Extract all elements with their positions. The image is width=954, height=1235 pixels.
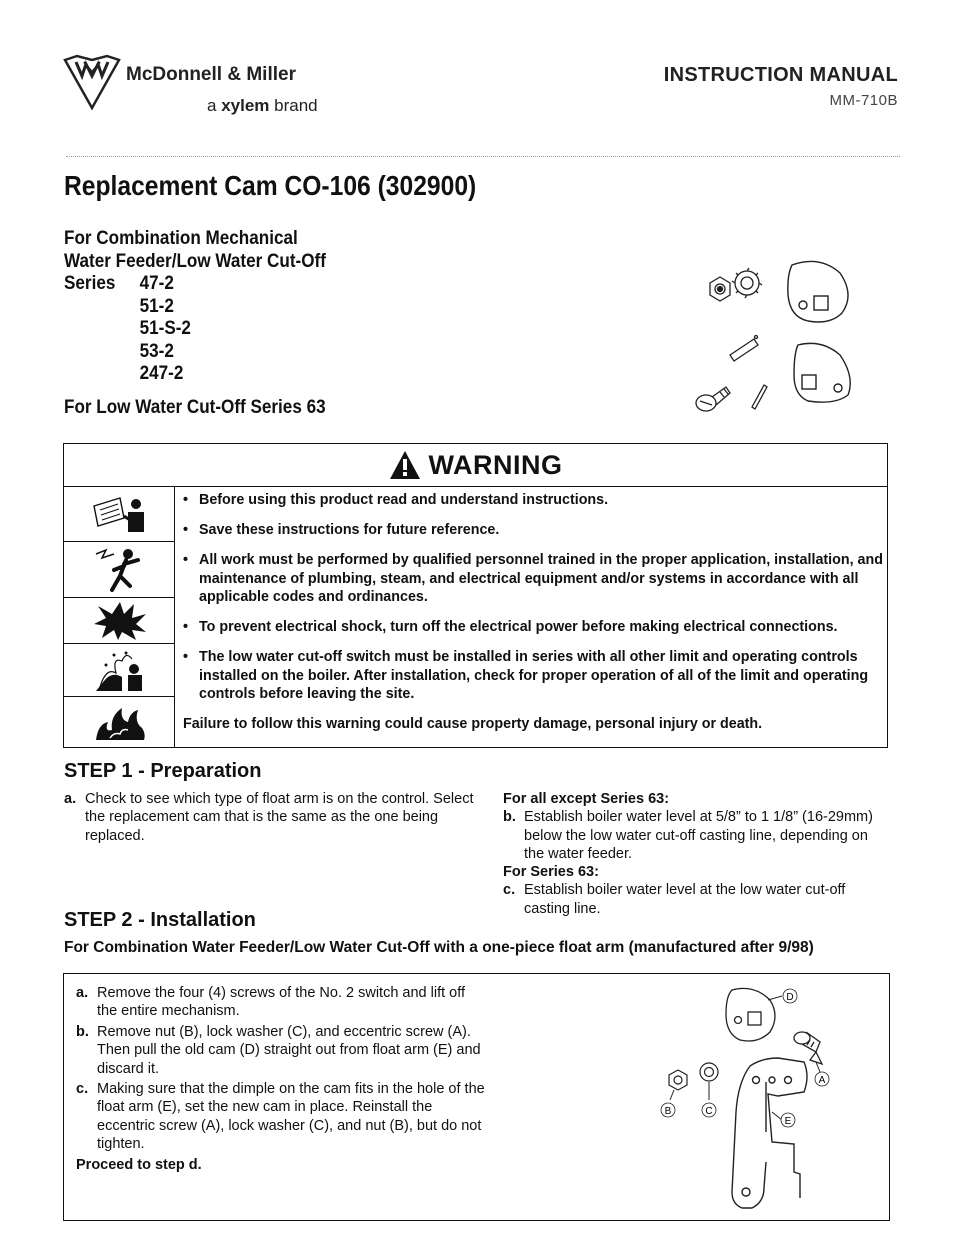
label-c: C <box>705 1106 713 1117</box>
replacement-parts-illustration <box>690 255 860 425</box>
header-divider <box>66 156 900 157</box>
spring-pin-icon <box>752 385 767 409</box>
step2-item-c: c. Making sure that the dimple on the cam fits in the hole of the float arm (E), set the new cam in place. Reinstall the eccentric screw (A), lock washer (C), and nut (B), but do not tighten. <box>76 1081 485 1153</box>
label-a: A <box>818 1075 826 1086</box>
step2-subheading: For Combination Water Feeder/Low Water Cut-Off with a one-piece float arm (manufactured after 9/98) <box>64 939 814 956</box>
warning-item: • All work must be performed by qualified personnel trained in the proper application, installation, and maintenance of plumbing, steam, and electrical equipment and/or systems in accordance with all applicable codes and ordinances. <box>183 552 883 605</box>
warning-item: • Save these instructions for future reference. <box>183 522 500 538</box>
warning-triangle-icon <box>389 450 421 480</box>
warning-icon-column <box>64 487 175 747</box>
electric-shock-icon <box>64 542 175 598</box>
warning-header <box>64 444 887 487</box>
eccentric-screw-icon <box>794 1032 822 1064</box>
step2-item-b: b. Remove nut (B), lock washer (C), and eccentric screw (A). Then pull the old cam (D) straight out from float arm (E) and discard it. <box>76 1023 481 1077</box>
series-label: Series <box>64 273 116 294</box>
eccentric-screw-icon <box>696 387 730 411</box>
mcdonnell-miller-logo-icon <box>62 52 122 112</box>
read-manual-icon <box>64 487 175 542</box>
label-d: D <box>786 992 794 1003</box>
step2-item-a: a. Remove the four (4) screws of the No. 2 switch and lift off the entire mechanism. <box>76 985 466 1020</box>
cam-icon <box>726 988 775 1041</box>
float-arm-icon <box>732 1058 807 1208</box>
step2-heading: STEP 2 - Installation <box>64 909 256 931</box>
explosion-icon <box>64 598 175 644</box>
warning-item: • The low water cut-off switch must be installed in series with all other limit and operating controls installed on the boiler. After installation, check for proper operation of all of the limit and operating controls before leaving the site. <box>183 649 869 702</box>
brand-subline: a xylem brand <box>207 96 318 115</box>
step1-item-c: c. Establish boiler water level at the low water cut-off casting line. <box>503 882 846 917</box>
page-title: Replacement Cam CO-106 (302900) <box>64 170 477 201</box>
warning-heading: WARNING <box>428 449 563 480</box>
applicability-line-2: Water Feeder/Low Water Cut-Off <box>64 250 326 272</box>
pin-icon <box>730 336 758 362</box>
brand-name: McDonnell & Miller <box>126 64 296 85</box>
scald-icon <box>64 644 175 697</box>
warning-item: • To prevent electrical shock, turn off the electrical power before making electrical connections. <box>183 619 838 635</box>
warning-footer: Failure to follow this warning could cause property damage, personal injury or death. <box>183 716 763 732</box>
series-row <box>64 273 326 386</box>
label-e: E <box>784 1116 792 1127</box>
lwco-applicability: For Low Water Cut-Off Series 63 <box>64 397 326 418</box>
series-item: 51-2 <box>139 295 174 317</box>
step1-right <box>503 790 883 918</box>
brand-logo <box>62 52 362 122</box>
series-item: 51-S-2 <box>139 318 191 339</box>
label-b: B <box>664 1106 672 1117</box>
warning-box <box>63 443 888 748</box>
fire-icon <box>64 697 175 747</box>
lock-washer-icon <box>732 268 762 298</box>
step1-item-b: b. Establish boiler water level at 5/8” to 1 1/8” (16-29mm) below the low water cut-off casting line, depending on the water feeder. <box>503 809 873 862</box>
hex-nut-icon <box>710 277 730 301</box>
step1-subheading-1: For all except Series 63: <box>503 791 670 807</box>
series-list <box>140 273 191 386</box>
step1-subheading-2: For Series 63: <box>503 864 599 881</box>
step1-heading: STEP 1 - Preparation <box>64 760 262 782</box>
cam-icon <box>794 343 850 402</box>
document-code: MM-710B <box>829 92 898 109</box>
step1-left <box>64 790 484 845</box>
hex-nut-icon <box>669 1070 687 1090</box>
series-item: 247-2 <box>139 363 184 384</box>
cam-assembly-diagram <box>654 982 884 1218</box>
installation-box <box>63 973 890 1221</box>
warning-list <box>183 491 883 734</box>
cam-icon <box>788 261 848 322</box>
document-type: INSTRUCTION MANUAL <box>663 64 898 86</box>
warning-item: • Before using this product read and understand instructions. <box>183 492 609 508</box>
series-item: 53-2 <box>139 340 174 362</box>
applicability-block <box>64 228 326 386</box>
step1-item-a: a. Check to see which type of float arm is on the control. Select the replacement cam that is the same as the one being replaced. <box>64 791 474 844</box>
lock-washer-icon <box>700 1063 718 1081</box>
applicability-line-1: For Combination Mechanical <box>64 228 298 249</box>
installation-steps <box>76 984 486 1174</box>
series-item: 47-2 <box>139 273 174 294</box>
proceed-note: Proceed to step d. <box>76 1156 202 1173</box>
